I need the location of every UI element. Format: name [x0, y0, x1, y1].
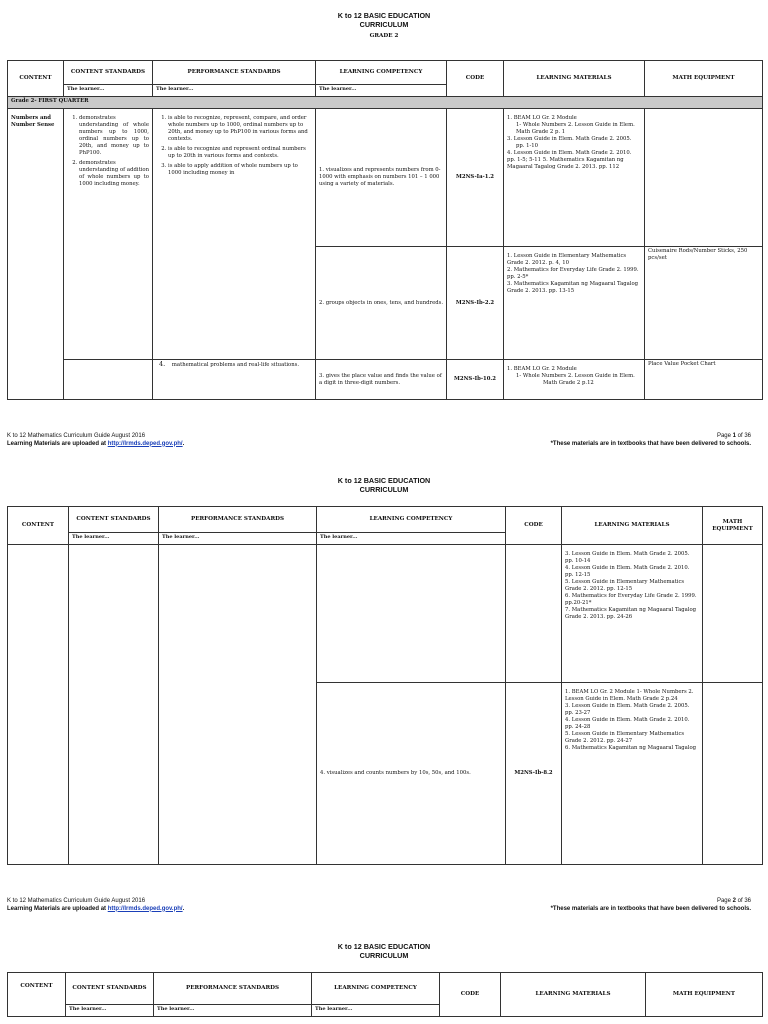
learner-label: The learner... [154, 1005, 312, 1017]
performance-standards-cell [153, 360, 316, 400]
material-item: 5. Lesson Guide in Elementary Mathematics Grade 2. 2012. pp. 12-15 [565, 579, 685, 593]
code-cell: M2NS-Ia-1.2 [447, 109, 504, 247]
competency-cell: 3. gives the place value and finds the value of a digit in three-digit numbers. [316, 360, 447, 400]
header-math-equipment: MATH EQUIPMENT [645, 61, 763, 97]
material-item: 6. Mathematics Kagamitan ng Magaaral Tagalog [565, 745, 697, 752]
materials-cell [504, 247, 645, 360]
performance-standard-item: mathematical problems and real-life situations. [171, 362, 300, 368]
header-code: CODE [440, 973, 501, 1017]
doc-subtitle: CURRICULUM [359, 951, 409, 960]
grade-label: GRADE 2 [369, 33, 399, 39]
material-item: 1. BEAM LO Gr. 2 Module [507, 115, 577, 122]
code-cell: M2NS-Ib-2.2 [447, 247, 504, 360]
equipment-cell: Cuisenaire Rods/Number Sticks, 250 pcs/set [645, 247, 763, 360]
header-learning-materials: LEARNING MATERIALS [562, 507, 703, 545]
competency-cell: 1. visualizes and represents numbers from 0-1000 with emphasis on numbers 101 – 1 000 using a variety of materials. [316, 109, 447, 247]
learner-label: The learner... [153, 85, 316, 97]
curriculum-table [7, 506, 763, 865]
materials-cell [504, 109, 645, 247]
footer-uploaded-text: Learning Materials are uploaded at [7, 440, 108, 447]
material-item: 1- Whole Numbers 2. Lesson Guide in Elem. [516, 373, 635, 380]
header-content: CONTENT [8, 973, 66, 1017]
material-item: 2. Mathematics for Everyday Life Grade 2. 1999. pp. 2-5* [507, 267, 639, 281]
header-content: CONTENT [8, 61, 64, 97]
materials-cell [504, 360, 645, 400]
page-number: 2 [732, 898, 736, 904]
performance-standards-cell [159, 545, 317, 865]
performance-standard-item: 2. is able to recognize and represent ordinal numbers up to 20th in various forms and contexts. [168, 146, 312, 160]
doc-subtitle: CURRICULUM [359, 485, 409, 494]
header-content-standards: CONTENT STANDARDS [66, 973, 154, 1005]
material-item: 3. Lesson Guide in Elem. Math Grade 2. 2005. pp. 10-14 [565, 551, 690, 565]
footer-period: . [182, 905, 185, 912]
header-learning-competency: LEARNING COMPETENCY [316, 61, 447, 85]
learner-label: The learner... [66, 1005, 154, 1017]
page-label: Page [716, 898, 733, 904]
equipment-cell [703, 683, 763, 865]
header-performance-standards: PERFORMANCE STANDARDS [159, 507, 317, 533]
header-learning-competency: LEARNING COMPETENCY [312, 973, 440, 1005]
page-total: of 36 [735, 433, 751, 439]
doc-subtitle: CURRICULUM [359, 20, 409, 29]
learner-label: The learner... [64, 85, 153, 97]
material-item: 4. Lesson Guide in Elem. Math Grade 2. 2010. pp. 12-15 [565, 565, 690, 579]
equipment-cell [703, 545, 763, 683]
content-standard-item: 1. demonstrates understanding of whole numbers up to 1000, ordinal numbers up to 20th, and money up to PhP100. [79, 115, 149, 157]
material-item: 1- Whole Numbers 2. Lesson Guide in Elem. Math Grade 2 p. 1 [516, 122, 635, 136]
header-content-standards: CONTENT STANDARDS [69, 507, 159, 533]
header-learning-materials: LEARNING MATERIALS [501, 973, 646, 1017]
materials-cell [562, 545, 703, 683]
performance-standard-item: 3. is able to apply addition of whole numbers up to 1000 including money in [168, 163, 312, 177]
material-item: 3. Lesson Guide in Elem. Math Grade 2. 2005. pp. 23-27 [565, 703, 690, 717]
learner-label: The learner... [69, 533, 159, 545]
content-cell [8, 545, 69, 865]
performance-standard-item: 1. is able to recognize, represent, compare, and order whole numbers up to 1000, ordinal numbers up to 20th, and money up to PhP100 in various forms and contexts. [168, 115, 312, 143]
header-learning-materials: LEARNING MATERIALS [504, 61, 645, 97]
header-code: CODE [506, 507, 562, 545]
header-math-equipment: MATH EQUIPMENT [703, 507, 763, 545]
material-item: 1. Lesson Guide in Elementary Mathematics Grade 2. 2012. p. 4, 10 [507, 253, 627, 267]
equipment-cell [645, 109, 763, 247]
footer-note: *These materials are in textbooks that have been delivered to schools. [550, 440, 751, 447]
learner-label: The learner... [159, 533, 317, 545]
footer-uploaded-text: Learning Materials are uploaded at [7, 905, 108, 912]
material-item: 4. Lesson Guide in Elem. Math Grade 2. 2010. pp. 1-5; 5-11 5. Mathematics Kagamitan ng Magaaral Tagalog Grade 2. 2013. pp. 112 [507, 150, 632, 171]
competency-cell: 4. visualizes and counts numbers by 10s, 50s, and 100s. [317, 683, 506, 865]
material-item: 1. BEAM LO Gr. 2 Module [507, 366, 577, 373]
material-item: 3. Mathematics Kagamitan ng Magaaral Tagalog Grade 2. 2013. pp. 13-15 [507, 281, 639, 295]
material-item: 3. Lesson Guide in Elem. Math Grade 2. 2005. [507, 136, 632, 143]
page-total: of 36 [735, 898, 751, 904]
quarter-row: Grade 2- FIRST QUARTER [8, 97, 763, 109]
header-content: CONTENT [8, 507, 69, 545]
lrmds-link[interactable]: http://lrmds.deped.gov.ph/ [107, 905, 183, 912]
material-item: 1. BEAM LO Gr. 2 Module 1- Whole Numbers 2. Lesson Guide in Elem. Math Grade 2 p.24 [565, 689, 694, 703]
doc-header [0, 476, 768, 494]
content-cell: Numbers and Number Sense [8, 109, 64, 400]
material-item: 5. Lesson Guide in Elementary Mathematics Grade 2. 2012. pp. 24-27 [565, 731, 685, 745]
lrmds-link[interactable]: http://lrmds.deped.gov.ph/ [107, 440, 183, 447]
header-code: CODE [447, 61, 504, 97]
learner-label: The learner... [316, 85, 447, 97]
header-math-equipment: MATH EQUIPMENT [646, 973, 763, 1017]
equipment-cell: Place Value Pocket Chart [645, 360, 763, 400]
code-cell [506, 545, 562, 683]
footer-guide: K to 12 Mathematics Curriculum Guide August 2016 [7, 433, 146, 439]
material-item: 4. Lesson Guide in Elem. Math Grade 2. 2010. pp. 24-28 [565, 717, 690, 731]
header-performance-standards: PERFORMANCE STANDARDS [154, 973, 312, 1005]
page-footer [7, 898, 751, 913]
footer-guide: K to 12 Mathematics Curriculum Guide August 2016 [7, 898, 146, 904]
materials-cell [562, 683, 703, 865]
doc-header [0, 11, 768, 29]
code-cell: M2NS-Ib-8.2 [506, 683, 562, 865]
header-learning-competency: LEARNING COMPETENCY [317, 507, 506, 533]
material-item: pp. 1-10 [516, 143, 539, 150]
doc-title: K to 12 BASIC EDUCATION [337, 11, 431, 20]
material-item: 7. Mathematics Kagamitan ng Magaaral Tagalog Grade 2. 2013. pp. 24-26 [565, 607, 697, 621]
header-performance-standards: PERFORMANCE STANDARDS [153, 61, 316, 85]
doc-title: K to 12 BASIC EDUCATION [337, 942, 431, 951]
header-content-standards: CONTENT STANDARDS [64, 61, 153, 85]
curriculum-table [7, 972, 763, 1017]
content-standards-cell [64, 109, 153, 360]
material-item: 6. Mathematics for Everyday Life Grade 2. 1999. pp.20-21* [565, 593, 697, 607]
learner-label: The learner... [317, 533, 506, 545]
page-footer [7, 433, 751, 448]
competency-cell: 2. groups objects in ones, tens, and hundreds. [316, 247, 447, 360]
doc-title: K to 12 BASIC EDUCATION [337, 476, 431, 485]
performance-standards-cell [153, 109, 316, 360]
learner-label: The learner... [312, 1005, 440, 1017]
content-standards-cell [69, 545, 159, 865]
curriculum-table [7, 60, 763, 400]
performance-standard-num: 4. [159, 360, 166, 368]
code-cell: M2NS-Ib-10.2 [447, 360, 504, 400]
doc-header [0, 942, 768, 960]
page-label: Page [716, 433, 733, 439]
footer-note: *These materials are in textbooks that have been delivered to schools. [550, 905, 751, 912]
content-standards-cell [64, 360, 153, 400]
material-item: Math Grade 2 p.12 [543, 380, 594, 387]
content-standard-item: 2. demonstrates understanding of addition of whole numbers up to 1000 including money. [79, 160, 149, 188]
page-number: 1 [732, 433, 736, 439]
footer-period: . [182, 440, 185, 447]
competency-cell [317, 545, 506, 683]
